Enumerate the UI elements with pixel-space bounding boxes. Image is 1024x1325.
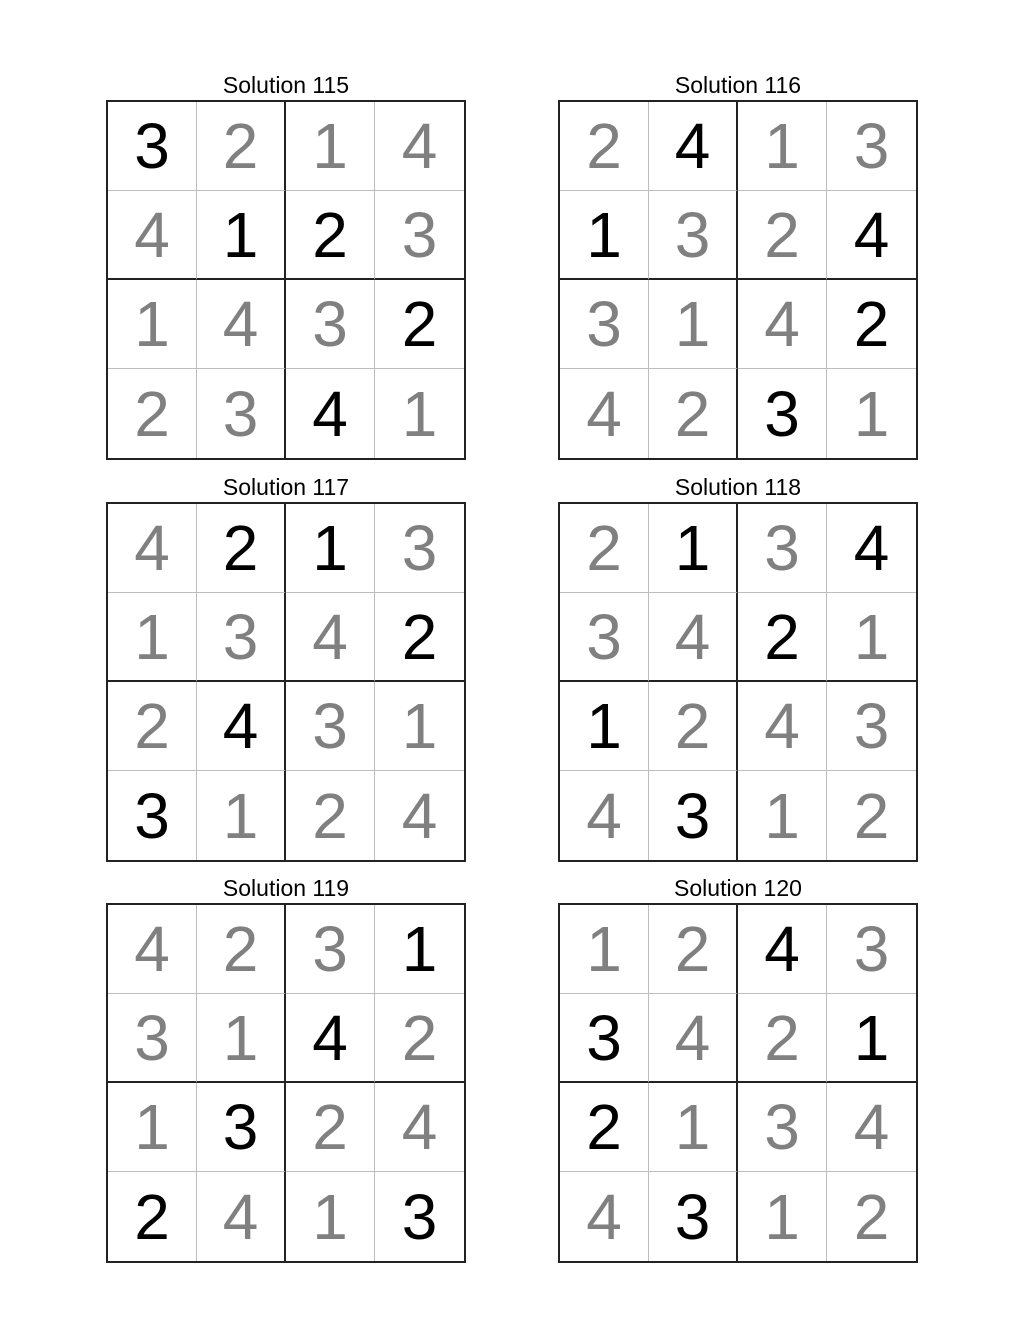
- given-digit-cell: 1: [197, 191, 286, 280]
- solved-digit-cell: 2: [375, 994, 464, 1083]
- solved-digit-cell: 4: [738, 682, 827, 771]
- solved-digit-cell: 3: [738, 504, 827, 593]
- solved-digit-cell: 2: [853, 779, 890, 852]
- solved-digit-cell: 4: [375, 1083, 464, 1172]
- sudoku-grid: [558, 903, 918, 1263]
- given-digit-cell: 3: [108, 771, 197, 860]
- solved-digit-cell: 2: [649, 682, 738, 771]
- solved-digit-cell: 3: [197, 369, 286, 458]
- given-digit-cell: 2: [375, 593, 464, 682]
- given-digit-cell: 3: [401, 1180, 438, 1253]
- solved-digit-cell: 1: [853, 377, 890, 450]
- solved-digit-cell: 3: [560, 280, 649, 369]
- solved-digit-cell: 4: [108, 191, 197, 280]
- solved-digit-cell: 3: [286, 280, 375, 369]
- solved-digit-cell: 3: [827, 102, 916, 191]
- solved-digit-cell: 1: [108, 593, 197, 682]
- solved-digit-cell: 4: [375, 102, 464, 191]
- solved-digit-cell: 4: [560, 771, 649, 860]
- given-digit-cell: 4: [827, 191, 916, 280]
- puzzle-title: Solution 118: [674, 474, 802, 500]
- sudoku-grid: [558, 502, 918, 862]
- solved-digit-cell: 1: [738, 102, 827, 191]
- solved-digit-cell: 1: [401, 377, 438, 450]
- solved-digit-cell: 2: [853, 1180, 890, 1253]
- solved-digit-cell: 1: [827, 593, 916, 682]
- solved-digit-cell: 1: [649, 1083, 738, 1172]
- solved-digit-cell: 1: [286, 1172, 375, 1261]
- puzzle-title: Solution 116: [674, 72, 802, 98]
- solved-digit-cell: 2: [649, 369, 738, 458]
- solved-digit-cell: 4: [197, 280, 286, 369]
- solved-digit-cell: 4: [197, 1172, 286, 1261]
- given-digit-cell: 4: [827, 504, 916, 593]
- solved-digit-cell: 3: [560, 593, 649, 682]
- given-digit-cell: 4: [286, 994, 375, 1083]
- given-digit-cell: 3: [560, 994, 649, 1083]
- given-digit-cell: 4: [649, 102, 738, 191]
- sudoku-grid: [106, 502, 466, 862]
- solved-digit-cell: 1: [197, 994, 286, 1083]
- solved-digit-cell: 1: [560, 905, 649, 994]
- solved-digit-cell: 3: [738, 1083, 827, 1172]
- solved-digit-cell: 3: [827, 682, 916, 771]
- given-digit-cell: 2: [108, 1172, 197, 1261]
- given-digit-cell: 4: [738, 905, 827, 994]
- given-digit-cell: 1: [286, 504, 375, 593]
- solved-digit-cell: 1: [286, 102, 375, 191]
- given-digit-cell: 1: [560, 191, 649, 280]
- solved-digit-cell: 4: [401, 779, 438, 852]
- given-digit-cell: 2: [286, 191, 375, 280]
- solved-digit-cell: 2: [108, 369, 197, 458]
- solved-digit-cell: 3: [108, 994, 197, 1083]
- given-digit-cell: 2: [738, 593, 827, 682]
- solved-digit-cell: 4: [560, 1172, 649, 1261]
- solved-digit-cell: 2: [649, 905, 738, 994]
- solved-digit-cell: 3: [286, 905, 375, 994]
- solved-digit-cell: 3: [286, 682, 375, 771]
- solved-digit-cell: 1: [375, 682, 464, 771]
- puzzle-title: Solution 119: [222, 875, 350, 901]
- solved-digit-cell: 2: [560, 102, 649, 191]
- solved-digit-cell: 4: [560, 369, 649, 458]
- solved-digit-cell: 4: [827, 1083, 916, 1172]
- given-digit-cell: 3: [649, 771, 738, 860]
- given-digit-cell: 1: [560, 682, 649, 771]
- solved-digit-cell: 2: [108, 682, 197, 771]
- solved-digit-cell: 2: [560, 504, 649, 593]
- given-digit-cell: 3: [738, 369, 827, 458]
- given-digit-cell: 1: [375, 905, 464, 994]
- puzzle-title: Solution 117: [222, 474, 350, 500]
- solved-digit-cell: 2: [197, 905, 286, 994]
- solved-digit-cell: 3: [375, 191, 464, 280]
- given-digit-cell: 4: [286, 369, 375, 458]
- sudoku-grid: [106, 903, 466, 1263]
- given-digit-cell: 2: [827, 280, 916, 369]
- solved-digit-cell: 4: [649, 994, 738, 1083]
- solved-digit-cell: 3: [649, 191, 738, 280]
- solved-digit-cell: 2: [197, 102, 286, 191]
- puzzle-title: Solution 120: [674, 875, 802, 901]
- solved-digit-cell: 1: [197, 771, 286, 860]
- given-digit-cell: 2: [375, 280, 464, 369]
- solved-digit-cell: 1: [738, 771, 827, 860]
- puzzle-title: Solution 115: [222, 72, 350, 98]
- solved-digit-cell: 2: [286, 771, 375, 860]
- given-digit-cell: 1: [827, 994, 916, 1083]
- solved-digit-cell: 3: [197, 593, 286, 682]
- solved-digit-cell: 4: [738, 280, 827, 369]
- solved-digit-cell: 4: [108, 905, 197, 994]
- solved-digit-cell: 2: [738, 994, 827, 1083]
- sudoku-grid: [106, 100, 466, 460]
- solved-digit-cell: 4: [286, 593, 375, 682]
- solved-digit-cell: 2: [286, 1083, 375, 1172]
- given-digit-cell: 2: [197, 504, 286, 593]
- sudoku-grid: [558, 100, 918, 460]
- solved-digit-cell: 1: [108, 280, 197, 369]
- solved-digit-cell: 4: [108, 504, 197, 593]
- solved-digit-cell: 1: [649, 280, 738, 369]
- solved-digit-cell: 1: [738, 1172, 827, 1261]
- given-digit-cell: 3: [108, 102, 197, 191]
- given-digit-cell: 2: [560, 1083, 649, 1172]
- solved-digit-cell: 1: [108, 1083, 197, 1172]
- solved-digit-cell: 2: [738, 191, 827, 280]
- given-digit-cell: 4: [197, 682, 286, 771]
- given-digit-cell: 3: [649, 1172, 738, 1261]
- solved-digit-cell: 4: [649, 593, 738, 682]
- given-digit-cell: 3: [197, 1083, 286, 1172]
- solved-digit-cell: 3: [827, 905, 916, 994]
- given-digit-cell: 1: [649, 504, 738, 593]
- solved-digit-cell: 3: [375, 504, 464, 593]
